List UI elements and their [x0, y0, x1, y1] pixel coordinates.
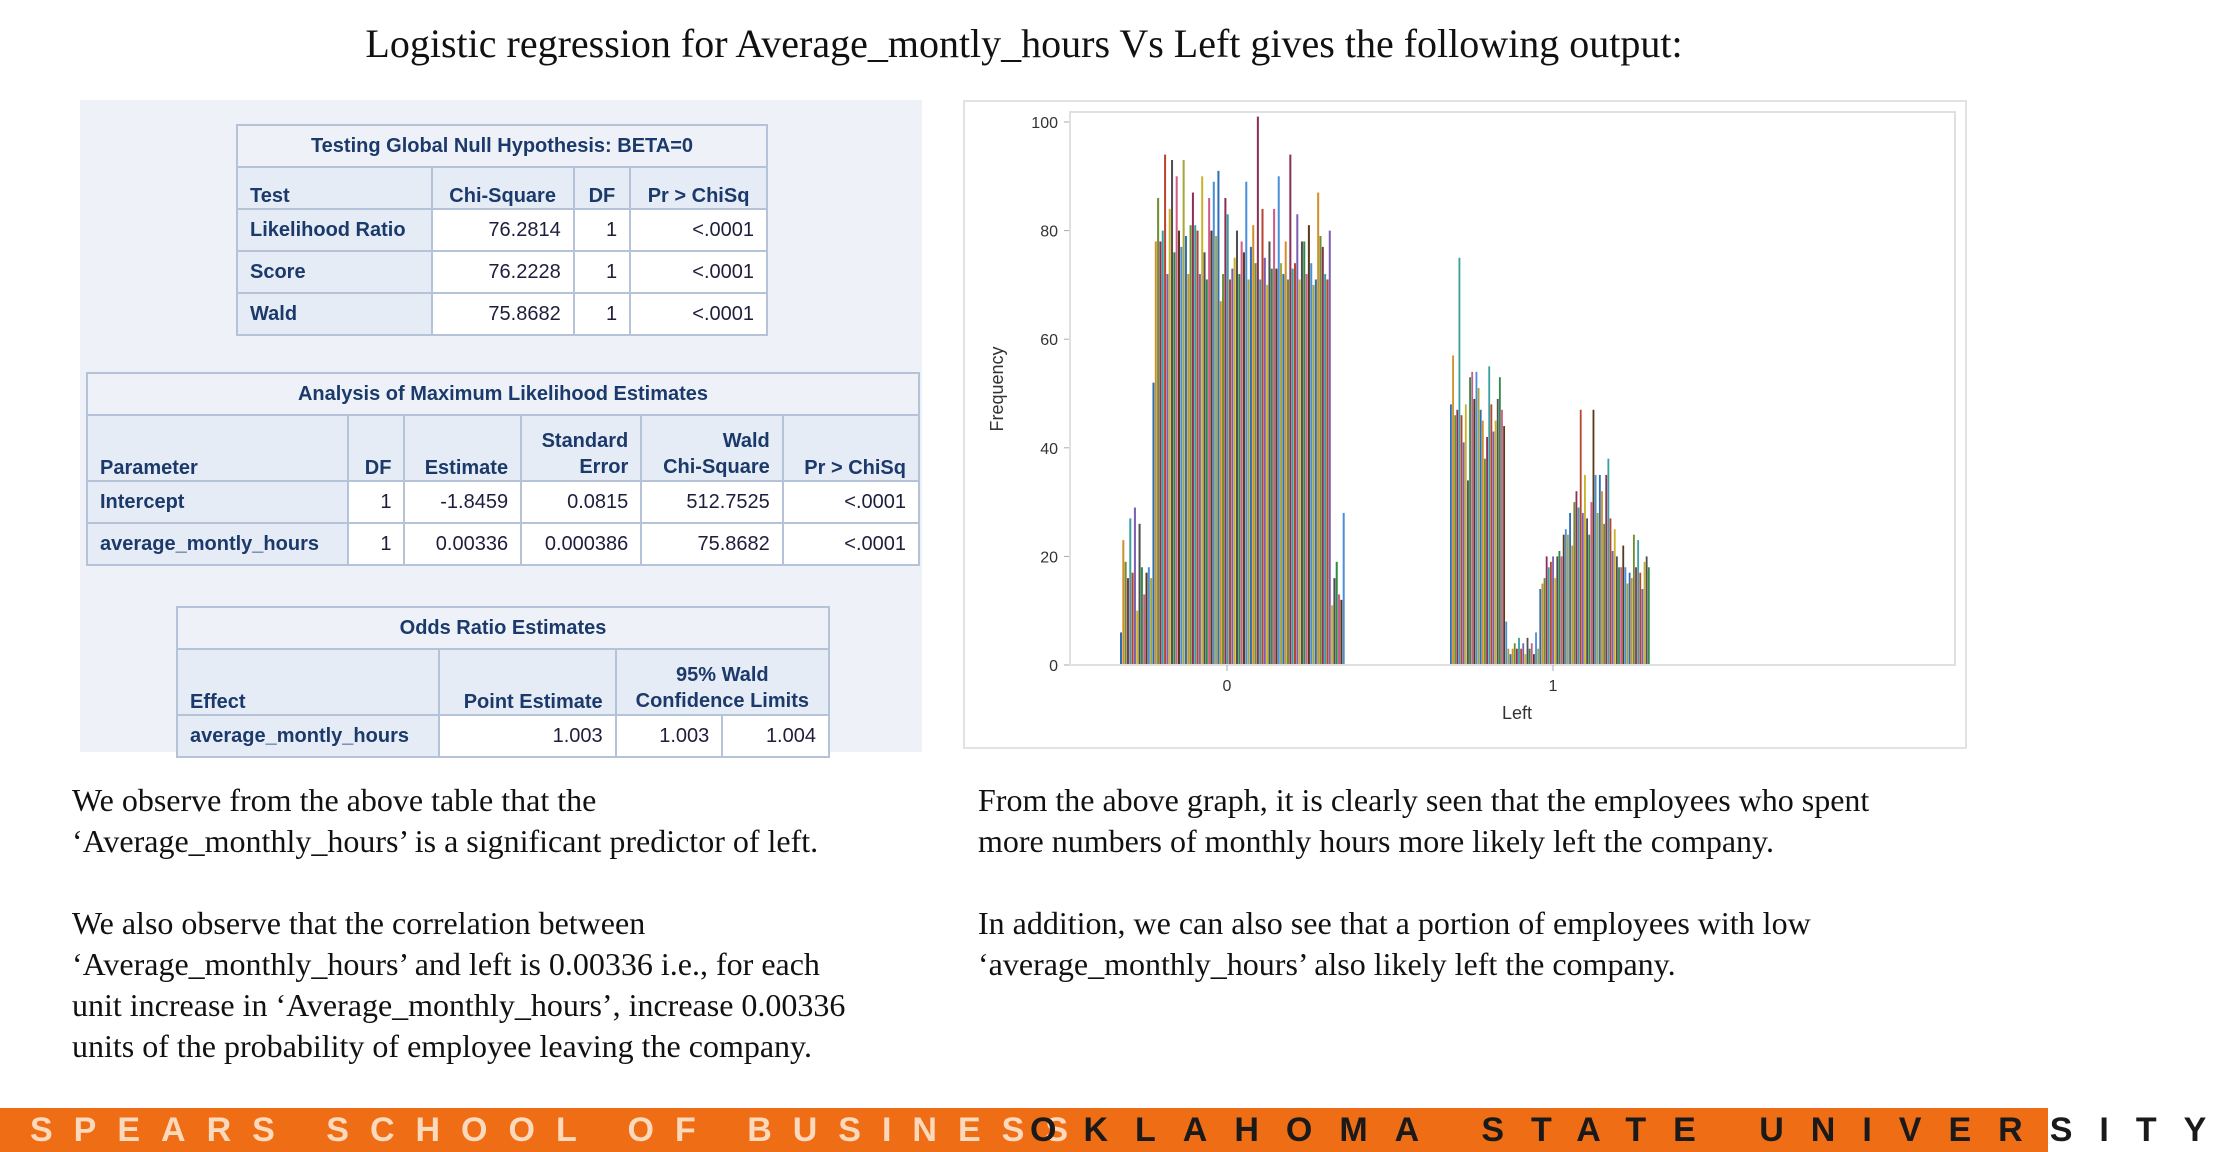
table-row	[177, 715, 829, 757]
table-row	[87, 481, 919, 523]
y-axis	[1031, 115, 1070, 675]
chart-bar	[1541, 584, 1543, 665]
chart-bar	[1252, 225, 1254, 665]
chart-bar	[1146, 573, 1148, 665]
chart-bar	[1533, 654, 1535, 665]
chart-bar	[1599, 475, 1601, 665]
chart-bar	[1584, 475, 1586, 665]
chart-bar	[1268, 241, 1270, 665]
chart-bar	[1624, 567, 1626, 665]
chart-bar	[1155, 241, 1157, 665]
chart-bar	[1571, 546, 1573, 665]
chart-bar	[1261, 209, 1263, 665]
chart-bar	[1292, 269, 1294, 665]
chart-bar	[1478, 388, 1480, 665]
chart-bar	[1595, 475, 1597, 665]
table-cell: <.0001	[630, 251, 767, 293]
chart-bar	[1333, 578, 1335, 665]
column-header	[616, 649, 829, 715]
chart-bar	[1324, 274, 1326, 665]
chart-bar	[1238, 274, 1240, 665]
y-axis-label: Frequency	[987, 346, 1007, 432]
text-line: We also observe that the correlation between	[72, 905, 646, 941]
chart-bar	[1134, 508, 1136, 665]
x-tick-label: 1	[1548, 678, 1558, 695]
chart-bar	[1296, 214, 1298, 665]
table-cell: 76.2814	[432, 209, 574, 251]
chart-bar	[1582, 513, 1584, 665]
chart-bar	[1343, 513, 1345, 665]
y-tick-label: 0	[1049, 658, 1058, 675]
column-header: Chi-Square	[432, 167, 574, 209]
column-header: Pr > ChiSq	[630, 167, 767, 209]
table-row	[237, 293, 767, 335]
chart-bar	[1620, 567, 1622, 665]
chart-bar	[1315, 279, 1317, 665]
chart-bar	[1605, 475, 1607, 665]
chart-bar	[1136, 611, 1138, 665]
chart-bar	[1245, 182, 1247, 665]
chart-bar	[1308, 225, 1310, 665]
chart-bar	[1539, 589, 1541, 665]
row-label: Score	[237, 251, 432, 293]
global-null-hypothesis-table	[236, 124, 768, 336]
chart-bar	[1463, 442, 1465, 665]
table-cell: 1	[574, 293, 630, 335]
right-text	[978, 780, 1869, 985]
chart-bar	[1227, 214, 1229, 665]
chart-bar	[1627, 584, 1629, 665]
table-cell: -1.8459	[404, 481, 521, 523]
chart-bar	[1639, 573, 1641, 665]
chart-bar	[1554, 578, 1556, 665]
table-cell: 76.2228	[432, 251, 574, 293]
chart-bar	[1473, 399, 1475, 665]
chart-bar	[1520, 649, 1522, 665]
chart-bar	[1289, 155, 1291, 665]
chart-bar	[1317, 193, 1319, 665]
text-line: ‘Average_monthly_hours’ is a significant predictor of left.	[72, 823, 819, 859]
chart-bar	[1231, 269, 1233, 665]
chart-bar	[1166, 274, 1168, 665]
text-line: more numbers of monthly hours more likely left the company.	[978, 823, 1774, 859]
chart-bar	[1282, 274, 1284, 665]
chart-bar	[1326, 279, 1328, 665]
chart-bar	[1565, 529, 1567, 665]
chart-bar	[1206, 279, 1208, 665]
text-line: units of the probability of employee leaving the company.	[72, 1028, 812, 1064]
chart-bar	[1495, 421, 1497, 665]
table-cell: 1.003	[439, 715, 615, 757]
chart-bar	[1529, 649, 1531, 665]
chart-bar	[1273, 209, 1275, 665]
slide-title: Logistic regression for Average_montly_hours Vs Left gives the following output:	[365, 21, 1683, 66]
table-cell: <.0001	[630, 209, 767, 251]
chart-bar	[1524, 654, 1526, 665]
chart-bar	[1148, 567, 1150, 665]
chart-bar	[1465, 404, 1467, 665]
chart-bar	[1646, 556, 1648, 665]
column-header: Point Estimate	[439, 649, 615, 715]
chart-bar	[1150, 578, 1152, 665]
chart-bar	[1294, 263, 1296, 665]
row-label: average_montly_hours	[87, 523, 348, 565]
y-tick-label: 20	[1040, 549, 1058, 567]
text-line: ‘average_monthly_hours’ also likely left the company.	[978, 946, 1676, 982]
chart-bar	[1336, 562, 1338, 665]
chart-bar	[1159, 241, 1161, 665]
left-text	[72, 780, 845, 1067]
chart-bar	[1499, 377, 1501, 665]
y-tick-label: 100	[1031, 115, 1058, 132]
chart-bar	[1285, 241, 1287, 665]
chart-bar	[1313, 285, 1315, 665]
chart-bar	[1127, 578, 1129, 665]
text-line: From the above graph, it is clearly seen that the employees who spent	[978, 782, 1870, 818]
chart-bar	[1648, 567, 1650, 665]
chart-bar	[1301, 241, 1303, 665]
footer-university: OKLAHOMA STATE UNIVERSITY	[1030, 1110, 2233, 1149]
chart-bar	[1208, 198, 1210, 665]
chart-bar	[1459, 258, 1461, 665]
chart-bar	[1236, 231, 1238, 665]
chart-bar	[1637, 540, 1639, 665]
chart-bar	[1185, 236, 1187, 665]
text-line: unit increase in ‘Average_monthly_hours’, increase 0.00336	[72, 987, 846, 1023]
chart-bar	[1338, 594, 1340, 665]
chart-bar	[1597, 513, 1599, 665]
chart-bar	[1467, 480, 1469, 665]
chart-bar	[1255, 263, 1257, 665]
column-header: Pr > ChiSq	[783, 415, 919, 481]
chart-bar	[1222, 274, 1224, 665]
chart-bar	[1280, 263, 1282, 665]
chart-bar	[1259, 279, 1261, 665]
chart-bar	[1176, 176, 1178, 665]
chart-bar	[1199, 274, 1201, 665]
chart-bar	[1452, 355, 1454, 665]
column-header: Effect	[177, 649, 439, 715]
column-header: DF	[574, 167, 630, 209]
header-line: Error	[579, 456, 629, 478]
chart-bar	[1569, 513, 1571, 665]
chart-bar	[1141, 567, 1143, 665]
chart-bar	[1331, 605, 1333, 665]
chart-bar	[1518, 638, 1520, 665]
table-caption: Analysis of Maximum Likelihood Estimates	[87, 373, 919, 415]
chart-bar	[1125, 562, 1127, 665]
chart-bar	[1139, 524, 1141, 665]
table-cell: <.0001	[783, 523, 919, 565]
row-label: Wald	[237, 293, 432, 335]
chart-bar	[1471, 372, 1473, 665]
table-cell: 1	[348, 481, 404, 523]
chart-bar	[1516, 649, 1518, 665]
text-line: In addition, we can also see that a portion of employees with low	[978, 905, 1811, 941]
chart-bar	[1183, 160, 1185, 665]
column-header: DF	[348, 415, 404, 481]
chart-bar	[1194, 225, 1196, 665]
chart-bar	[1180, 247, 1182, 665]
chart-svg	[965, 102, 1965, 747]
chart-bar	[1192, 193, 1194, 665]
chart-bar	[1550, 562, 1552, 665]
chart-bar	[1264, 258, 1266, 665]
table-cell: 0.00336	[404, 523, 521, 565]
chart-bar	[1537, 649, 1539, 665]
text-line: We observe from the above table that the	[72, 782, 597, 818]
max-likelihood-estimates-table	[86, 372, 920, 566]
chart-bar	[1190, 225, 1192, 665]
chart-bar	[1527, 638, 1529, 665]
table-cell: 75.8682	[432, 293, 574, 335]
chart-bar	[1266, 285, 1268, 665]
chart-bar	[1490, 404, 1492, 665]
chart-bar	[1456, 410, 1458, 665]
x-tick-label: 0	[1222, 678, 1232, 695]
chart-bar	[1476, 372, 1478, 665]
chart-bar	[1512, 649, 1514, 665]
chart-bar	[1275, 269, 1277, 665]
chart-bar	[1152, 383, 1154, 665]
chart-bar	[1287, 279, 1289, 665]
chart-bar	[1580, 410, 1582, 665]
table-row	[237, 251, 767, 293]
chart-bar	[1329, 231, 1331, 665]
chart-bar	[1224, 198, 1226, 665]
chart-bar	[1450, 404, 1452, 665]
chart-bar	[1514, 643, 1516, 665]
chart-bar	[1486, 437, 1488, 665]
chart-bar	[1248, 279, 1250, 665]
chart-bar	[1171, 160, 1173, 665]
table-cell: 1.004	[722, 715, 829, 757]
header-line: Standard	[541, 430, 629, 452]
chart-bar	[1217, 171, 1219, 665]
chart-bar	[1586, 518, 1588, 665]
table-cell: 1	[574, 209, 630, 251]
chart-bar	[1187, 274, 1189, 665]
y-tick-label: 60	[1040, 332, 1058, 350]
table-row	[87, 523, 919, 565]
chart-bar	[1122, 540, 1124, 665]
chart-bar	[1563, 535, 1565, 665]
chart-bar	[1229, 279, 1231, 665]
chart-bar	[1322, 247, 1324, 665]
chart-bar	[1493, 432, 1495, 665]
chart-bar	[1257, 117, 1259, 665]
chart-bar	[1612, 551, 1614, 665]
chart-bar	[1641, 589, 1643, 665]
chart-bar	[1303, 241, 1305, 665]
chart-bar	[1633, 535, 1635, 665]
chart-bar	[1616, 556, 1618, 665]
chart-bar	[1162, 231, 1164, 665]
chart-bar	[1505, 622, 1507, 665]
table-cell: <.0001	[783, 481, 919, 523]
chart-bar	[1278, 176, 1280, 665]
chart-bar	[1635, 567, 1637, 665]
chart-bar	[1607, 459, 1609, 665]
table-caption: Testing Global Null Hypothesis: BETA=0	[237, 125, 767, 167]
chart-bar	[1241, 241, 1243, 665]
chart-bar	[1480, 410, 1482, 665]
chart-bar	[1120, 632, 1122, 665]
chart-bar	[1501, 410, 1503, 665]
text-line: ‘Average_monthly_hours’ and left is 0.00336 i.e., for each	[72, 946, 820, 982]
table-caption: Odds Ratio Estimates	[177, 607, 829, 649]
column-header: Test	[237, 167, 432, 209]
chart-bar	[1561, 556, 1563, 665]
chart-bar	[1503, 426, 1505, 665]
chart-bar	[1546, 556, 1548, 665]
table-cell: 1	[348, 523, 404, 565]
chart-bar	[1590, 502, 1592, 665]
sas-output-panel	[80, 100, 922, 752]
x-axis-label: Left	[1501, 703, 1533, 723]
chart-bar	[1469, 377, 1471, 665]
column-header	[521, 415, 641, 481]
chart-bar	[1319, 236, 1321, 665]
x-axis	[1223, 665, 1558, 695]
column-header: Estimate	[404, 415, 521, 481]
chart-bar	[1164, 155, 1166, 665]
row-label: Intercept	[87, 481, 348, 523]
chart-bar	[1306, 274, 1308, 665]
table-cell: <.0001	[630, 293, 767, 335]
chart-bar	[1576, 491, 1578, 665]
chart-bar	[1531, 643, 1533, 665]
chart-bar	[1250, 247, 1252, 665]
y-tick-label: 80	[1040, 223, 1058, 241]
header-line: 95% Wald	[676, 664, 769, 686]
table-cell: 0.0815	[521, 481, 641, 523]
chart-bar	[1644, 562, 1646, 665]
chart-bar	[1143, 594, 1145, 665]
chart-bar	[1271, 269, 1273, 665]
column-header	[641, 415, 783, 481]
header-line: Wald	[722, 430, 770, 452]
chart-bar	[1618, 567, 1620, 665]
table-cell: 512.7525	[641, 481, 783, 523]
frequency-chart	[963, 100, 1967, 749]
chart-bar	[1310, 263, 1312, 665]
chart-bar	[1488, 366, 1490, 665]
chart-bar	[1461, 415, 1463, 665]
column-header: Parameter	[87, 415, 348, 481]
chart-bar	[1497, 399, 1499, 665]
chart-bar	[1234, 258, 1236, 665]
chart-bar	[1197, 231, 1199, 665]
chart-bar	[1169, 209, 1171, 665]
chart-bar	[1243, 252, 1245, 665]
chart-bar	[1601, 491, 1603, 665]
row-label: average_montly_hours	[177, 715, 439, 757]
header-line: Confidence Limits	[635, 690, 809, 712]
table-cell: 75.8682	[641, 523, 783, 565]
chart-bar	[1129, 518, 1131, 665]
chart-bar	[1299, 279, 1301, 665]
chart-bar	[1522, 643, 1524, 665]
y-tick-label: 40	[1040, 440, 1058, 458]
chart-bar	[1132, 573, 1134, 665]
chart-bar	[1578, 508, 1580, 665]
chart-bar	[1559, 551, 1561, 665]
chart-bar	[1213, 182, 1215, 665]
chart-bar	[1631, 578, 1633, 665]
chart-bar	[1552, 556, 1554, 665]
header-line: Chi-Square	[663, 456, 770, 478]
chart-bar	[1548, 567, 1550, 665]
chart-bar	[1510, 654, 1512, 665]
chart-bar	[1215, 236, 1217, 665]
footer-banner	[0, 1108, 2233, 1152]
table-cell: 1.003	[616, 715, 723, 757]
chart-bar	[1507, 649, 1509, 665]
chart-bar	[1201, 176, 1203, 665]
chart-bar	[1340, 600, 1342, 665]
chart-bar	[1614, 529, 1616, 665]
row-label: Likelihood Ratio	[237, 209, 432, 251]
table-cell: 1	[574, 251, 630, 293]
chart-bar	[1204, 252, 1206, 665]
chart-bar	[1484, 459, 1486, 665]
chart-bar	[1157, 198, 1159, 665]
odds-ratio-table	[176, 606, 830, 758]
chart-bar	[1544, 578, 1546, 665]
chart-bar	[1567, 535, 1569, 665]
chart-bar	[1588, 535, 1590, 665]
table-cell: 0.000386	[521, 523, 641, 565]
chart-bar	[1220, 301, 1222, 665]
bars	[1120, 117, 1650, 665]
chart-bar	[1573, 502, 1575, 665]
footer-school: SPEARS SCHOOL OF BUSINESS	[30, 1110, 1090, 1149]
chart-bar	[1593, 410, 1595, 665]
chart-bar	[1173, 252, 1175, 665]
chart-bar	[1482, 421, 1484, 665]
chart-bar	[1622, 546, 1624, 665]
chart-bar	[1610, 518, 1612, 665]
chart-bar	[1603, 524, 1605, 665]
chart-bar	[1629, 573, 1631, 665]
chart-bar	[1556, 556, 1558, 665]
table-row	[237, 209, 767, 251]
chart-bar	[1210, 231, 1212, 665]
chart-bar	[1454, 415, 1456, 665]
chart-bar	[1535, 632, 1537, 665]
chart-bar	[1178, 231, 1180, 665]
